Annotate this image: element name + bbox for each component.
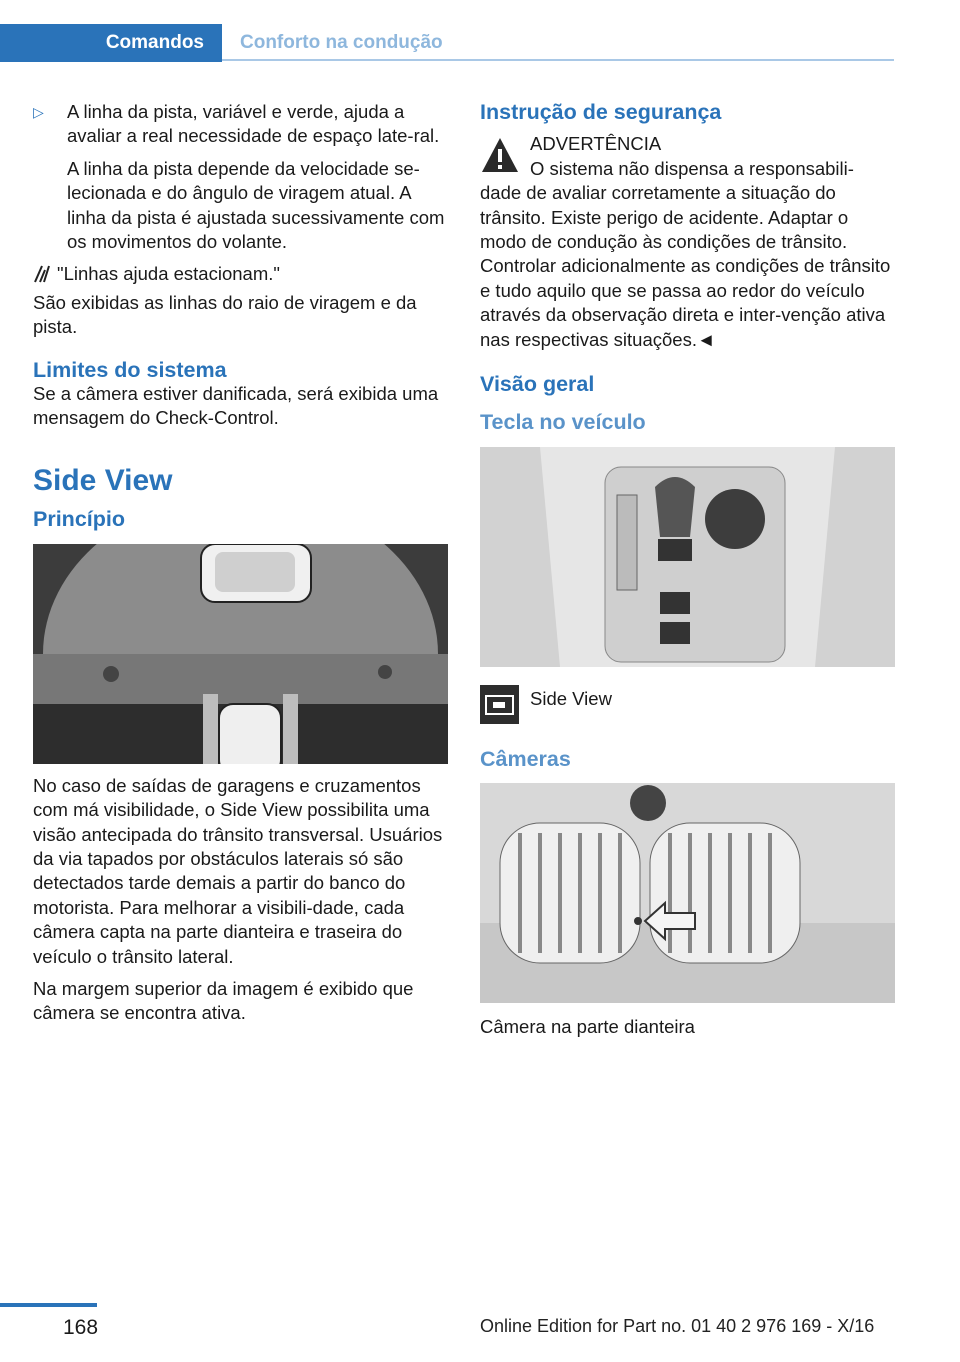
- warning-first-line: O sistema não dispensa a responsabili-: [530, 157, 854, 179]
- chapter-tab[interactable]: Comandos: [0, 24, 222, 62]
- warning-icon: [480, 136, 520, 182]
- side-view-heading: Side View: [33, 463, 173, 497]
- warning-block: [480, 132, 896, 181]
- limits-text: Se a câmera estiver danificada, será exibida uma mensagem do Check-Control.: [33, 383, 439, 429]
- option-row: [33, 262, 449, 286]
- side-view-camera-icon[interactable]: [480, 685, 519, 730]
- safety-heading: Instrução de segurança: [480, 100, 722, 124]
- side-view-button-row: [480, 685, 896, 727]
- warning-label: ADVERTÊNCIA: [530, 133, 662, 155]
- option-description: São exibidas as linhas do raio de viragem e da pista.: [33, 291, 417, 338]
- principle-paragraph-2: Na margem superior da imagem é exibido que câmera se encontra ativa.: [33, 977, 414, 1024]
- button-heading: Tecla no veículo: [480, 410, 646, 435]
- header-rule: [222, 59, 894, 61]
- warning-text: dade de avaliar corretamente a situação do trânsito. Existe perigo de acidente. Adaptar o modo de condução às condições de trânsito. Controlar adicionalmente as condições de trânsito e tudo aquilo que se passa ao redor do veículo através da observação direta e inter-venção ativa nas respectivas situações.◄: [480, 182, 891, 350]
- principle-heading: Princípio: [33, 507, 125, 532]
- page-header: [0, 24, 894, 62]
- cameras-heading: Câmeras: [480, 746, 571, 771]
- section-tab[interactable]: Conforto na condução: [240, 32, 443, 53]
- triangle-bullet-icon: ▷: [33, 104, 44, 120]
- left-column: [33, 100, 449, 1026]
- edition-text: Online Edition for Part no. 01 40 2 976 169 - X/16: [480, 1316, 875, 1336]
- bullet-item: [33, 100, 449, 254]
- bullet-text-2: A linha da pista depende da velocidade se-lecionada e do ângulo de viragem atual. A linha da pista é ajustada sucessivamente com os movimentos do volante.: [67, 157, 445, 253]
- front-grille-illustration: [480, 783, 895, 1003]
- limits-heading: Limites do sistema: [33, 357, 227, 382]
- console-illustration: [480, 447, 895, 667]
- footer-rule: [0, 1303, 97, 1307]
- side-view-illustration: [33, 544, 448, 764]
- page-number: 168: [63, 1316, 99, 1339]
- option-label: "Linhas ajuda estacionam.": [57, 263, 280, 285]
- right-column: [480, 100, 896, 1040]
- camera-caption: Câmera na parte dianteira: [480, 1016, 695, 1038]
- principle-paragraph-1: No caso de saídas de garagens e cruzamentos com má visibilidade, o Side View possibilita uma visão antecipada do trânsito transversal. Usuários da via tapados por obstáculos laterais só são detectados tarde demais a partir do banco do motorista. Para melhorar a visibili-dade, cada câmera capta na parte dianteira e traseira do veículo o trânsito lateral.: [33, 774, 443, 967]
- overview-heading: Visão geral: [480, 372, 595, 397]
- bullet-text: A linha da pista, variável e verde, ajuda a avaliar a real necessidade de espaço late-ral.: [67, 101, 440, 147]
- side-view-button-label: Side View: [530, 687, 612, 709]
- parking-lines-icon: [33, 262, 51, 290]
